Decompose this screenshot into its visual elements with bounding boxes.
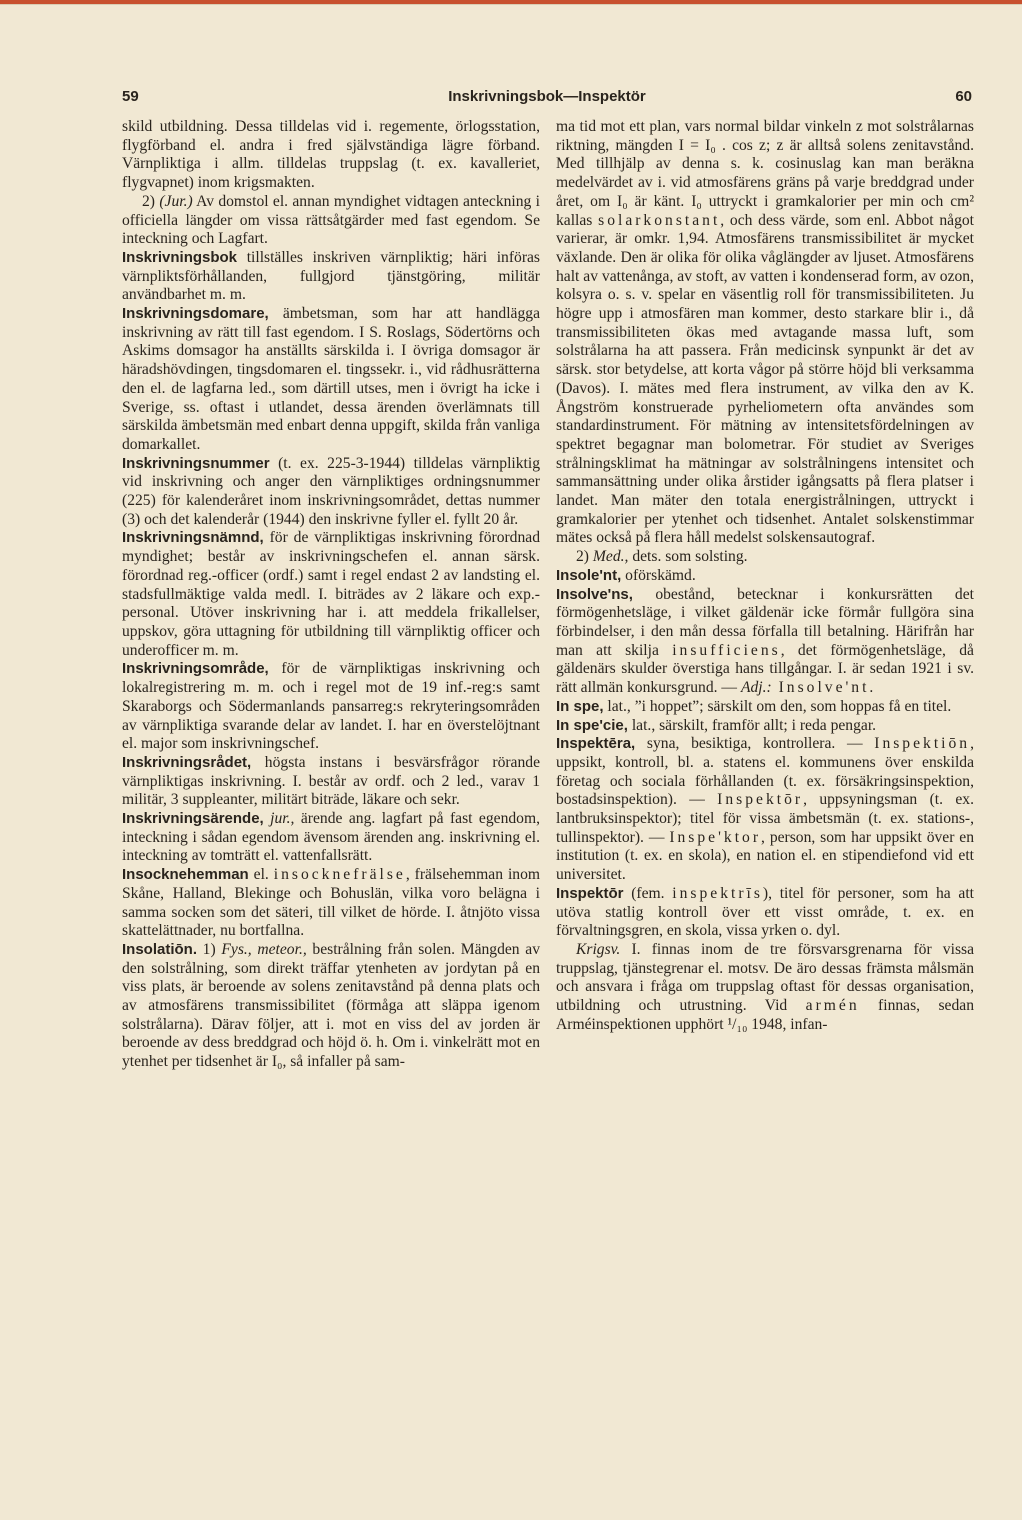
- spaced-term: insocknefrälse: [273, 866, 406, 884]
- headword: Inskrivningsnämnd,: [122, 529, 264, 547]
- definition: lat., ”i hoppet”; särskilt om den, som hoppas få en titel.: [603, 697, 952, 715]
- headword: Insole'nt,: [556, 566, 622, 584]
- running-header: [122, 88, 972, 110]
- field-label: jur.,: [270, 810, 295, 828]
- field-label: Krigsv.: [576, 940, 621, 958]
- headword: In spe,: [556, 697, 604, 715]
- page-edge: [0, 4, 1022, 5]
- running-title: Inskrivningsbok—Inspektör: [448, 88, 646, 105]
- dictionary-entry: [122, 941, 540, 1072]
- spaced-term: insufficiens: [672, 641, 781, 659]
- dictionary-entry: [122, 455, 540, 530]
- field-label: Adj.:: [740, 679, 772, 697]
- headword: Insocknehemman: [122, 866, 249, 884]
- spaced-term: inspektrīs: [672, 884, 763, 902]
- field-label: (Jur.): [159, 192, 193, 210]
- left-column: [122, 118, 540, 1072]
- definition: ärende ang. lagfart på fast egendom, inteckning i sådan egendom ävensom ärenden ang. inskrivning el. inteckning av tomträtt el. vattenfallsrätt.: [122, 810, 540, 865]
- definition: bestrålning från solen. Mängden av den solstrålning, som direkt träffar ytenheten av jordytan på en viss plats, är beroende av solens zenitavstånd på denna plats och av atmosfärens transmissibilitet (förmåga att släppa igenom solstrålarna). Därav följer, att i. mot en viss del av jorden är beroende av dess breddgrad och höjd ö. h. Om i. vinkelrätt mot en ytenhet per tidsenhet är I₀, så infaller på sam-: [122, 940, 540, 1071]
- sense-number: 1): [197, 940, 222, 958]
- paragraph: [122, 193, 540, 249]
- definition: , person, som har uppsikt över en institution (t. ex. en skola), en nation el. en stipendiefond vid ett universitet.: [556, 828, 975, 884]
- definition: (t. ex. 225-3-1944) tilldelas värnpliktig vid inskrivning och anger den värnpliktiges ordningsnummer (225) för kalenderåret inom inskrivningsområdet, dettas nummer (3) och det kalenderår (1944) den inskrivne fyller el. fyllt 20 år.: [122, 454, 540, 528]
- headword: Inspektōr: [556, 884, 624, 902]
- definition: tillställes inskriven värnpliktig; häri införas värnpliktsförhållanden, fullgjord tjänstgöring, militär användbarhet m. m.: [122, 248, 540, 304]
- field-label: Med.,: [592, 548, 629, 566]
- headword: Insolatiōn.: [122, 940, 197, 958]
- paragraph-text: I. finnas inom de tre försvarsgrenarna för vissa truppslag, tjänstegrenar el. motsv. De äro dessas främsta målsmän och ansvara i fråga om truppslag oftast för dessas organisation, utbildning och utrustning. Vid: [556, 940, 974, 1015]
- sense-number: 2): [576, 548, 589, 566]
- dictionary-entry: [556, 698, 974, 717]
- sense-number: 2): [142, 192, 155, 210]
- spaced-term: armén: [805, 997, 860, 1015]
- field-label: Fys., meteor.,: [221, 940, 307, 958]
- page-number-right: 60: [955, 88, 972, 105]
- dictionary-entry: [556, 717, 974, 736]
- definition: , uppsyningsman (t. ex. lantbruksinspektor); titel för vissa ämbetsmän (t. ex. stations-, tullinspektor). —: [556, 791, 974, 846]
- paragraph-text: finnas, sedan Arméinspektionen upphört ¹/₁₀ 1948, infan-: [556, 997, 974, 1033]
- definition: för de värnpliktigas inskrivning och lokalregistrering m. m. och i regel mot de 19 inf.-reg:s samt Skaraborgs och Södermanlands pansarreg:s rekryteringsområden av värnpliktiga svarande delar av landet. I. har en överstelöjtnant el. major som inskrivningschef.: [122, 660, 540, 753]
- paragraph-text: ma tid mot ett plan, vars normal bildar vinkeln z mot solstrålarnas riktning, mängden I = I₀ . cos z; z är alltså solens zenitavstånd. Med tillhjälp av denna s. k. cosinuslag kan man beräkna medelvärdet av i. vid atmosfärens gräns på varje breddgrad under året, om I₀ är känt. I₀ uttryckt i gramkalorier per min och cm² kallas: [556, 118, 974, 229]
- paragraph-text: skild utbildning. Dessa tilldelas vid i. regemente, örlogsstation, flygförband el. andra i fred självständiga lägre förband. Värnpliktiga i allm. tilldelas truppslag (t. ex. kavalleriet, flygvapnet) inom krigsmakten.: [122, 118, 540, 192]
- headword: Inskrivningsärende,: [122, 810, 264, 828]
- spaced-term: Inspektōr: [717, 791, 804, 809]
- dictionary-entry: [122, 660, 540, 754]
- dictionary-entry: [122, 866, 540, 941]
- definition: , det förmögenhetsläge, då gäldenärs skulder överstiga hans tillgångar. I. är sedan 1921 i sv. rätt allmän konkursgrund. —: [556, 641, 974, 697]
- paragraph: [122, 118, 540, 193]
- definition: (fem.: [623, 884, 673, 902]
- headword: Inskrivningsdomare,: [122, 305, 269, 323]
- paragraph: [556, 941, 974, 1035]
- headword: Insolve'ns,: [556, 585, 633, 603]
- spaced-term: solarkonstant: [598, 211, 721, 229]
- dictionary-entry: [122, 810, 540, 866]
- spaced-term: Inspe'ktor: [669, 828, 762, 846]
- dictionary-entry: [122, 305, 540, 455]
- paragraph-text: dets. som solsting.: [628, 548, 748, 566]
- paragraph: [556, 548, 974, 567]
- dictionary-entry: [556, 567, 974, 586]
- connector: el.: [248, 866, 274, 884]
- headword: Inskrivningsnummer: [122, 454, 270, 472]
- dictionary-entry: [122, 754, 540, 810]
- headword: In spe'cie,: [556, 716, 628, 734]
- dictionary-entry: [122, 529, 540, 660]
- headword: Inspektēra,: [556, 735, 636, 753]
- definition: oförskämd.: [621, 566, 696, 584]
- headword: Inskrivningsrådet,: [122, 753, 252, 771]
- headword: Inskrivningsområde,: [122, 660, 269, 678]
- right-column: [556, 118, 974, 1034]
- dictionary-entry: [556, 586, 974, 698]
- paragraph-text: , och dess värde, som enl. Abbot något varierar, är omkr. 1,94. Atmosfärens transmissibilitet är mycket växlande. Den är olika för olika våglängder av ljuset. Atmosfärens halt av vattenånga, av stoft, av vatten i kondenserad form, av ozon, kolsyra o. s. v. spelar en väsentlig roll för transmissibiliteten. Ju högre upp i atmosfären man kommer, desto starkare blir i., då transmissibiliteten ökas med avtagande massa luft, som solstrålarna ha att passera. Från medicinsk synpunkt är det av särsk. stor betydelse, att korta vågor på större höjd bli verksamma (Davos). I. mätes med flera instrument, av vilka den av K. Ångström konstruerade pyrheliometern ofta användes som standardinstrument. För mätning av intensitetsfördelningen av spektret begagnar man bolometrar. För studiet av Sveriges strålningsklimat ha mätningar av solstrålningens intensitet och sammansättning under olika årstider igångsatts på flera platser i landet. Man mäter den totala energistrålningen, uttryckt i gramkalorier per ytenhet och tidsenhet. Antalet solskenstimmar mätes också på flera håll medelst solskensautograf.: [556, 211, 974, 547]
- dictionary-entry: [556, 735, 974, 885]
- definition: , frälsehemman inom Skåne, Halland, Blekinge och Bohuslän, vilka voro belägna i samma socken som det säteri, till vilket de hörde. I. åtnjöto vissa skattelättnader, nu bortfallna.: [122, 866, 540, 940]
- definition: högsta instans i besvärsfrågor rörande värnpliktigas inskrivning. I. består av ordf. och 2 led., varav 1 militär, 3 suppleanter, militärt biträde, läkare och sekr.: [122, 753, 540, 809]
- definition: för de värnpliktigas inskrivning förordnad myndighet; består av inskrivningschefen el. annan särsk. förordnad reg.-officer (ordf.) samt i regel endast 2 av landsting el. stadsfullmäktige valda medl. I. biträdes av 2 läkare och exp.-personal. Utöver inskrivning har i. att meddela frikallelser, uppskov, göra uttagning för utbildning till värnpliktig officer och underofficer m. m.: [122, 529, 540, 659]
- definition: ), titel för personer, som ha att utöva statlig kontroll över ett visst område, t. ex. en förvaltningsgren, en skola, vissa yrken o. dyl.: [556, 884, 974, 940]
- dictionary-entry: [556, 885, 974, 941]
- spaced-term: Insolve'nt.: [771, 679, 877, 697]
- page-number-left: 59: [122, 88, 139, 105]
- dictionary-entry: [122, 249, 540, 305]
- definition: ämbetsman, som har att handlägga inskrivning av rätt till fast egendom. I S. Roslags, Södertörns och Askims domsagor ha anställts särskilda i. I övriga domsagor är häradshövdingen, tingsdomaren el. tingssekr. i., vid rådhusrätterna den el. de lagfarna led., som därtill utses, men i övrigt ha icke i Sverige, ss. oftast i utlandet, dessa ärenden överlämnats till särskilda ämbetsmän med enbart denna uppgift, skilda från vanliga domarkallet.: [122, 305, 540, 453]
- paragraph: [556, 118, 974, 548]
- definition: , uppsikt, kontroll, bl. a. statens el. kommunens över enskilda företag och sociala förhållanden (t. ex. försäkringsinspektion, bostadsinspektion). —: [556, 735, 974, 809]
- headword: Inskrivningsbok: [122, 248, 238, 266]
- definition: lat., särskilt, framför allt; i reda pengar.: [627, 716, 877, 734]
- definition: obestånd, betecknar i konkursrätten det förmögenhetsläge, i vilket gäldenär icke förmår fullgöra sina förbindelser, i den mån dessa förfalla till betalning. Härifrån har man att skilja: [556, 585, 974, 659]
- paragraph-text: Av domstol el. annan myndighet vidtagen anteckning i officiella längder om vissa rättsåtgärder med fast egendom. Se inteckning och Lagfart.: [122, 192, 540, 248]
- definition: syna, besiktiga, kontrollera. —: [635, 735, 875, 753]
- spaced-term: Inspektiōn: [874, 735, 971, 753]
